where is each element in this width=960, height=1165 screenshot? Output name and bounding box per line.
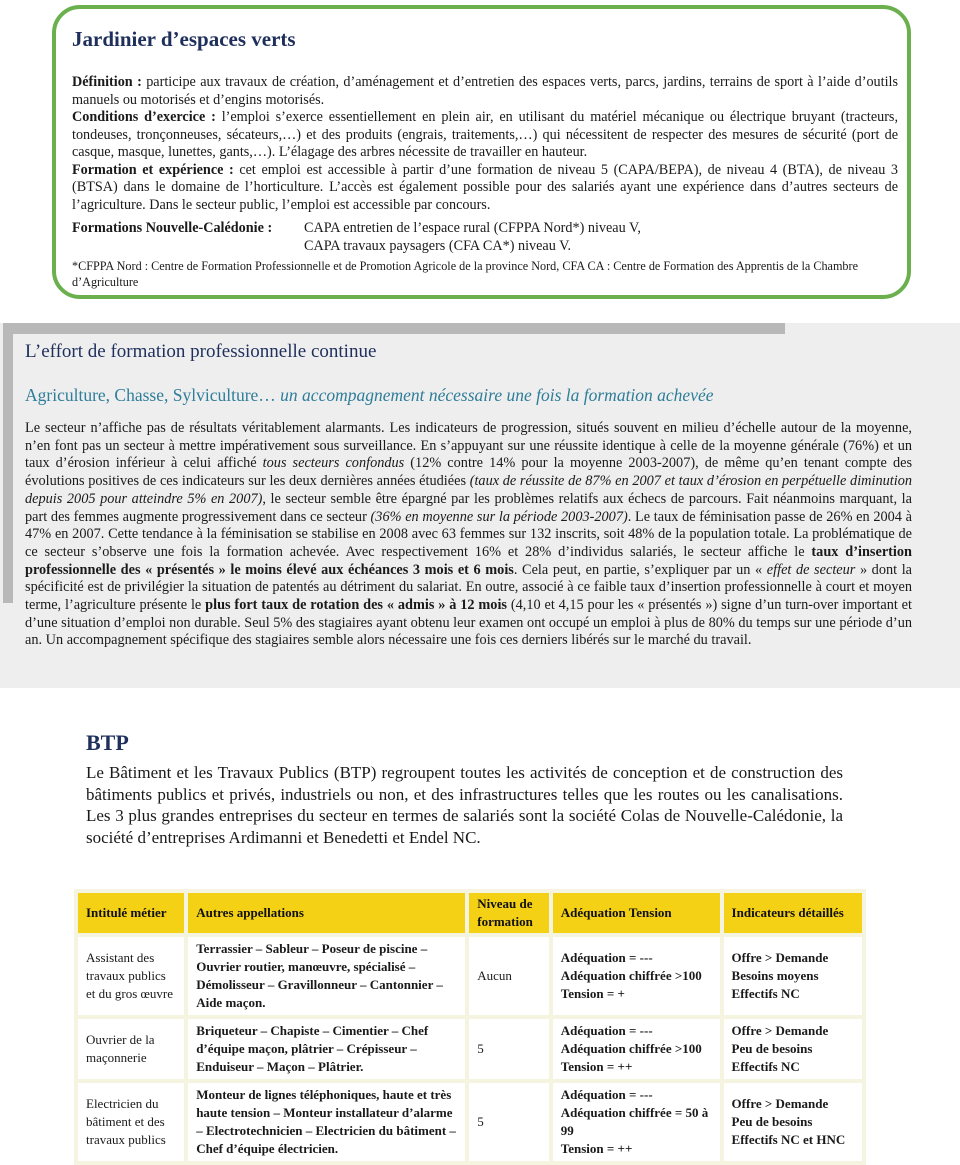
section-body-run: (12% contre 14% pour la moyenne 2003-2007), de même qu’en tenant compte des évolutions positives de ces indicateurs sur les deux dernières années étudiées: [25, 455, 913, 490]
formation-label: Formation et expérience :: [72, 161, 234, 178]
cell-niveau: 5: [469, 1083, 549, 1161]
cell-adequation-line: Adéquation chiffrée = 50 à 99: [560, 1105, 709, 1138]
cell-appellations: Terrassier – Sableur – Poseur de piscine – Ouvrier routier, manœuvre, spécialisé – Démolisseur – Gravillonneur – Cantonnier – Aide maçon.: [188, 937, 465, 1015]
formations-nc: [72, 219, 898, 255]
cell-indicateurs-line: Effectifs NC et HNC: [731, 1132, 846, 1147]
cell-niveau: Aucun: [469, 937, 549, 1015]
cell-adequation-line: Adéquation = ---: [560, 950, 653, 965]
formations-nc-item: CAPA entretien de l’espace rural (CFPPA Nord*) niveau V,: [304, 220, 641, 236]
cell-indicateurs-line: Peu de besoins: [731, 1041, 813, 1056]
table-row: [78, 937, 862, 1015]
cell-indicateurs-line: Besoins moyens: [731, 968, 819, 983]
cell-adequation: [553, 1083, 720, 1161]
section-body-run: , le secteur semble être épargné par les problèmes relatifs aux échecs de parcours. Fait néanmoins marquant, la part des femmes augmente progressivement dans ce secteur: [25, 490, 912, 525]
section-body-run: » dont la spécificité est de privilégier la situation de patentés au détriment du salariat. En outre, associé à ce faible taux d’insertion professionnelle à court et moyen terme, l’agriculture présente le: [25, 561, 913, 614]
btp-text: Le Bâtiment et les Travaux Publics (BTP) regroupent toutes les activités de conception et de construction des bâtiments publics et privés, industriels ou non, et des infrastructures telles que les routes ou les canalisations. Les 3 plus grandes entreprises du secteur en termes de salariés sont la société Colas de Nouvelle-Calédonie, la société d’entreprises Ardimanni et Benedetti et Endel NC.: [86, 763, 843, 848]
formation-paragraph: [72, 162, 898, 215]
cell-adequation-line: Adéquation chiffrée >100: [560, 968, 702, 983]
section-body-run: Le secteur n’affiche pas de résultats véritablement alarmants. Les indicateurs de progression, situés souvent en milieu d’échelle autour de la moyenne, n’en font pas un secteur à mettre impérativement sous surveillance. En s’appuyant sur une réussite identique à celle de la moyenne générale (76%) et un taux d’érosion inférieur à celui affiché: [25, 420, 912, 472]
cell-adequation: [553, 1019, 720, 1079]
header-indicateurs: Indicateurs détaillés: [724, 893, 862, 933]
cell-adequation-line: Adéquation = ---: [560, 1087, 653, 1102]
btp-title: BTP: [86, 730, 129, 755]
section-body-run: plus fort taux de rotation des « admis » à 12 mois: [205, 597, 507, 614]
cell-indicateurs-line: Effectifs NC: [731, 986, 800, 1001]
section-body-run: . Cela peut, en partie, s’expliquer par un «: [513, 561, 767, 578]
cell-adequation-line: Adéquation chiffrée >100: [560, 1041, 702, 1056]
section-body-run: (36% en moyenne sur la période 2003-2007): [370, 508, 628, 525]
cell-indicateurs: [724, 937, 862, 1015]
section-body-run: tous secteurs confondus: [262, 455, 405, 472]
header-niveau: Niveau de formation: [469, 893, 549, 933]
cell-niveau: 5: [469, 1019, 549, 1079]
jobs-table: [74, 889, 866, 1165]
job-description-box: [52, 5, 911, 299]
section-shadow-left: [3, 323, 13, 603]
formation-section: [25, 341, 912, 650]
formations-nc-label: Formations Nouvelle-Calédonie :: [72, 220, 273, 236]
formations-nc-list: [304, 219, 641, 255]
formations-nc-item: CAPA travaux paysagers (CFA CA*) niveau V.: [304, 238, 572, 254]
cell-indicateurs: [724, 1019, 862, 1079]
section-subtitle-italic: un accompagnement nécessaire une fois la formation achevée: [280, 385, 714, 405]
definition-text: participe aux travaux de création, d’aménagement et d’entretien des espaces verts, parcs, jardins, terrains de sport à l’aide d’outils manuels ou motorisés et d’engins motorisés.: [72, 74, 898, 108]
table-header-row: [78, 893, 862, 933]
cell-adequation: [553, 937, 720, 1015]
cell-appellations: Monteur de lignes téléphoniques, haute et très haute tension – Monteur installateur d’alarme – Electrotechnicien – Electricien du bâtiment – Chef d’équipe électricien.: [188, 1083, 465, 1161]
section-body-run: . Le taux de féminisation passe de 26% en 2004 à 47% en 2007. Cette tendance à la féminisation se stabilise en 2008 avec 63 femmes sur 132 inscrits, soit 48% de la population totale. La problématique de ce secteur s’observe une fois la formation achevée. Avec respectivement 16% et 28% d’individus salariés, le secteur affiche le: [25, 508, 912, 560]
cell-indicateurs-line: Offre > Demande: [731, 950, 829, 965]
cell-indicateurs-line: Offre > Demande: [731, 1023, 829, 1038]
cell-adequation-line: Tension = +: [560, 986, 625, 1001]
cell-metier: Assistant des travaux publics et du gros œuvre: [78, 937, 184, 1015]
cell-adequation-line: Adéquation = ---: [560, 1023, 653, 1038]
cell-indicateurs-line: Offre > Demande: [731, 1096, 829, 1111]
job-title: Jardinier d’espaces verts: [72, 27, 296, 51]
cell-metier: Electricien du bâtiment et des travaux publics: [78, 1083, 184, 1161]
section-subtitle: [25, 385, 912, 406]
section-body-run: effet de secteur: [766, 561, 856, 578]
cell-appellations: Briqueteur – Chapiste – Cimentier – Chef d’équipe maçon, plâtrier – Crépisseur – Enduiseur – Maçon – Plâtrier.: [188, 1019, 465, 1079]
header-metier: Intitulé métier: [78, 893, 184, 933]
table-body: [78, 937, 862, 1161]
cell-metier: Ouvrier de la maçonnerie: [78, 1019, 184, 1079]
conditions-paragraph: [72, 109, 898, 162]
conditions-text: l’emploi s’exerce essentiellement en plein air, en utilisant du matériel mécanique ou électrique bruyant (tracteurs, tondeuses, tronçonneuses, sécateurs,…) et des produits (engrais, traitements,…) qui nécessitent de respecter des mesures de sécurité (port de casque, masque, lunettes, gants,…). L’élagage des arbres nécessite de travailler en hauteur.: [72, 109, 898, 160]
cell-indicateurs: [724, 1083, 862, 1161]
cell-adequation-line: Tension = ++: [560, 1059, 633, 1074]
definition-paragraph: [72, 74, 898, 109]
formation-text: cet emploi est accessible à partir d’une formation de niveau 5 (CAPA/BEPA), de niveau 4 (BTA), de niveau 3 (BTSA) dans le domaine de l’horticulture. L’accès est également possible pour des salariés ayant une expérience dans d’autres secteurs de l’agriculture. Dans le secteur public, l’emploi est accessible par concours.: [72, 161, 898, 213]
section-body-run: (4,10 et 4,15 pour les « présentés ») signe d’un turn-over important et d’une situation d’emploi non durable. Seul 5% des stagiaires ayant obtenu leur examen ont occupé un emploi à plus de 80% du temps sur une période d’un an. Un accompagnement spécifique des stagiaires semble alors nécessaire une fois ces derniers libérés sur le marché du travail.: [25, 597, 912, 649]
cell-indicateurs-line: Peu de besoins: [731, 1114, 813, 1129]
section-title: L’effort de formation professionnelle continue: [25, 341, 377, 362]
conditions-label: Conditions d’exercice :: [72, 109, 216, 125]
cell-adequation-line: Tension = ++: [560, 1141, 633, 1156]
definition-label: Définition :: [72, 74, 142, 90]
footnote: *CFPPA Nord : Centre de Formation Professionnelle et de Promotion Agricole de la province Nord, CFA CA : Centre de Formation des Apprentis de la Chambre d’Agriculture: [72, 259, 858, 289]
table-row: [78, 1019, 862, 1079]
cell-indicateurs-line: Effectifs NC: [731, 1059, 800, 1074]
section-body-run: (taux de réussite de 87% en 2007 et taux d’érosion en perpétuelle diminution depuis 2005 pour atteindre 5% en 2007): [25, 473, 912, 507]
header-appellations: Autres appellations: [188, 893, 465, 933]
section-body-run: taux d’insertion professionnelle des « présentés » le moins élevé aux échéances 3 mois et 6 mois: [25, 543, 912, 578]
table-row: [78, 1083, 862, 1161]
section-subtitle-plain: Agriculture, Chasse, Sylviculture…: [25, 385, 281, 405]
header-adequation: Adéquation Tension: [553, 893, 720, 933]
section-body: [25, 420, 912, 650]
section-shadow-top: [3, 323, 785, 334]
